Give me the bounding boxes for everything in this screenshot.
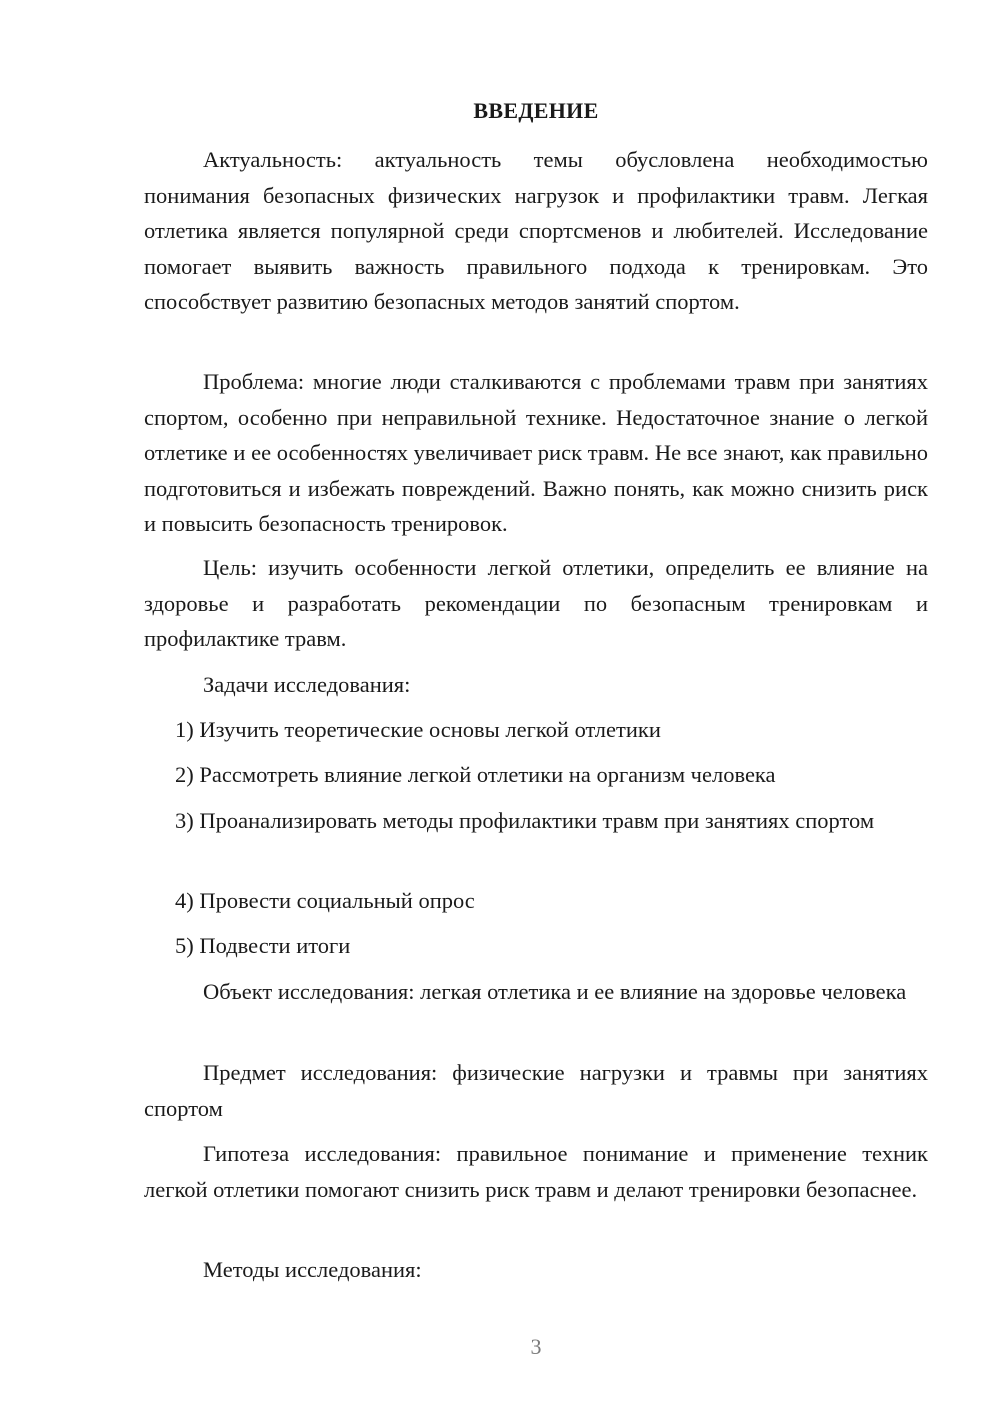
task-item-3: 3) Проанализировать методы профилактики травм при занятиях спортом — [175, 808, 875, 833]
paragraph-object: Объект исследования: легкая отлетика и ее влияние на здоровье человека — [203, 979, 907, 1004]
methods-title: Методы исследования: — [203, 1257, 422, 1282]
task-item-4: 4) Провести социальный опрос — [175, 888, 475, 913]
section-heading: ВВЕДЕНИЕ — [473, 98, 599, 123]
tasks-title: Задачи исследования: — [203, 672, 411, 697]
paragraph-problem: Проблема: многие люди сталкиваются с проблемами травм при занятиях спортом, особенно при неправильной технике. Недостаточное знание о легкой отлетике и ее особенностях увеличивает риск травм. Не все знают, как правильно подготовиться и избежать повреждений. Важно понять, как можно снизить риск и повысить безопасность тренировок. — [144, 369, 928, 536]
task-item-1: 1) Изучить теоретические основы легкой отлетики — [175, 717, 661, 742]
paragraph-goal: Цель: изучить особенности легкой отлетики, определить ее влияние на здоровье и разработать рекомендации по безопасным тренировкам и профилактике травм. — [144, 555, 928, 651]
page-number: 3 — [530, 1334, 542, 1359]
paragraph-hypothesis: Гипотеза исследования: правильное понимание и применение техник легкой отлетики помогают снизить риск травм и делают тренировки безопаснее. — [144, 1141, 928, 1202]
paragraph-relevance: Актуальность: актуальность темы обусловлена необходимостью понимания безопасных физических нагрузок и профилактики травм. Легкая отлетика является популярной среди спортсменов и любителей. Исследование помогает выявить важность правильного подхода к тренировкам. Это способствует развитию безопасных методов занятий спортом. — [144, 147, 928, 314]
paragraph-subject: Предмет исследования: физические нагрузки и травмы при занятиях спортом — [144, 1060, 928, 1121]
task-item-2: 2) Рассмотреть влияние легкой отлетики на организм человека — [175, 762, 776, 787]
task-item-5: 5) Подвести итоги — [175, 933, 351, 958]
